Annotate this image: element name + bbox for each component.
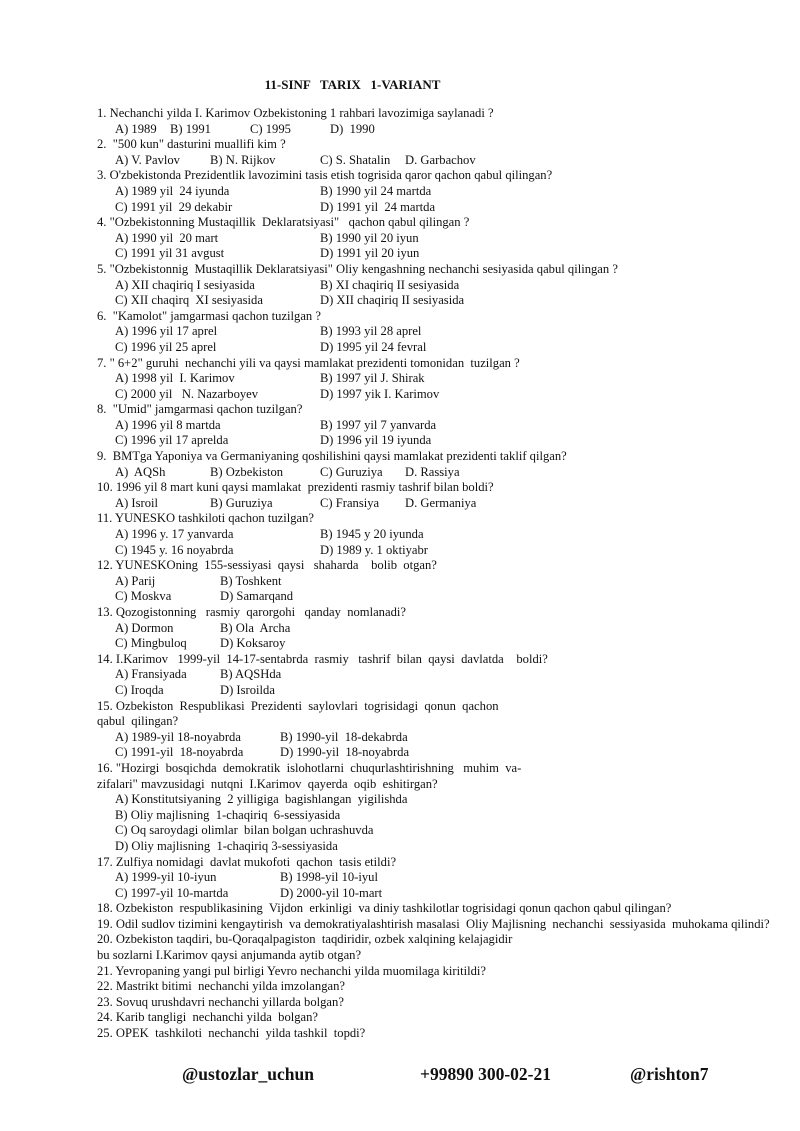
answer-option: B) 1998-yil 10-iyul: [280, 870, 378, 885]
answer-option: D) Oliy majlisning 1-chaqiriq 3-sessiyasida: [115, 838, 338, 853]
question-15: [97, 699, 777, 761]
question-10: [97, 480, 777, 511]
answer-option: D) 1990: [330, 121, 375, 136]
question-text: 11. YUNESKO tashkiloti qachon tuzilgan?: [97, 511, 314, 526]
answer-options-row: [97, 683, 777, 699]
answer-option: A) Konstitutsiyaning 2 yilligiga bagishlangan yigilishda: [115, 792, 408, 807]
answer-options-row: [97, 122, 777, 138]
answer-option: C) XII chaqirq XI sesiyasida: [115, 293, 263, 308]
question-4: [97, 215, 777, 262]
answer-options-row: [97, 465, 777, 481]
answer-options-row: [97, 153, 777, 169]
question-text: 25. OPEK tashkiloti nechanchi yilda tashkil topdi?: [97, 1026, 366, 1041]
answer-options-row: [97, 730, 777, 746]
answer-option: D) Koksaroy: [220, 636, 286, 651]
answer-option: D) Samarqand: [220, 589, 294, 604]
answer-option: C) 1991 yil 29 dekabir: [115, 199, 233, 214]
answer-option: C) 1996 yil 17 aprelda: [115, 433, 229, 448]
answer-option: B) 1990-yil 18-dekabrda: [280, 729, 408, 744]
answer-option: C) Guruziya: [320, 464, 383, 479]
answer-options-row: [97, 387, 777, 403]
answer-option: B) 1997 yil 7 yanvarda: [320, 417, 437, 432]
answer-option: A) V. Pavlov: [115, 152, 180, 167]
answer-options-row: [97, 839, 777, 855]
question-text: 2. "500 kun" dasturini muallifi kim ?: [97, 137, 286, 152]
answer-option: B) Ozbekiston: [210, 464, 284, 479]
answer-option: B) Oliy majlisning 1-chaqiriq 6-sessiyasida: [115, 807, 341, 822]
answer-option: A) Isroil: [115, 495, 159, 510]
question-text: 5. "Ozbekistonnig Mustaqillik Deklaratsiyasi" Oliy kengashning nechanchi sesiyasida qabul qilingan ?: [97, 261, 618, 276]
question-text: 19. Odil sudlov tizimini kengaytirish va demokratiyalashtirish masalasi Oliy Majlisning nechanchi sessiyasida muhokama qilindi?: [97, 916, 770, 931]
answer-options-row: [97, 184, 777, 200]
answer-options-row: [97, 636, 777, 652]
question-18: [97, 901, 777, 917]
question-text: 16. "Hozirgi bosqichda demokratik islohotlarni chuqurlashtirishning muhim va- zifalari" mavzusidagi nutqni I.Karimov qayerda oqib eshitirgan?: [97, 760, 522, 791]
answer-option: C) Fransiya: [320, 495, 380, 510]
question-13: [97, 605, 777, 652]
answer-option: B) AQSHda: [220, 667, 282, 682]
answer-option: A) 1990 yil 20 mart: [115, 230, 219, 245]
answer-options-row: [97, 293, 777, 309]
question-12: [97, 558, 777, 605]
question-11: [97, 511, 777, 558]
question-text: 1. Nechanchi yilda I. Karimov Ozbekistoning 1 rahbari lavozimiga saylanadi ?: [97, 106, 494, 120]
answer-option: B) Toshkent: [220, 573, 282, 588]
question-2: [97, 137, 777, 168]
answer-options-row: [97, 324, 777, 340]
answer-option: C) 2000 yil N. Nazarboyev: [115, 386, 259, 401]
answer-option: A) Fransiyada: [115, 667, 187, 682]
answer-option: A) Parij: [115, 573, 156, 588]
answer-option: D) 1995 yil 24 fevral: [320, 339, 427, 354]
answer-option: C) Moskva: [115, 589, 172, 604]
answer-option: A) 1989 yil 24 iyunda: [115, 183, 230, 198]
answer-options-row: [97, 340, 777, 356]
answer-option: C) Oq saroydagi olimlar bilan bolgan uchrashuvda: [115, 823, 374, 838]
answer-option: A) 1996 yil 8 martda: [115, 417, 221, 432]
answer-option: A) 1999-yil 10-iyun: [115, 870, 217, 885]
question-text: 13. Qozogistonning rasmiy qarorgohi qanday nomlanadi?: [97, 605, 406, 619]
answer-option: D) XII chaqiriq II sesiyasida: [320, 293, 465, 308]
answer-option: B) 1993 yil 28 aprel: [320, 324, 422, 339]
answer-option: A) Dormon: [115, 620, 174, 635]
answer-options-row: [97, 574, 777, 590]
answer-option: D) 1996 yil 19 iyunda: [320, 433, 432, 448]
answer-options-row: [97, 418, 777, 434]
question-9: [97, 449, 777, 480]
question-23: [97, 995, 777, 1011]
answer-options-row: [97, 278, 777, 294]
question-text: 4. "Ozbekistonning Mustaqillik Deklaratsiyasi" qachon qabul qilingan ?: [97, 215, 470, 230]
question-24: [97, 1010, 777, 1026]
answer-options-row: [97, 886, 777, 902]
answer-options-row: [97, 808, 777, 824]
question-text: 6. "Kamolot" jamgarmasi qachon tuzilgan ?: [97, 308, 321, 323]
answer-option: B) Ola Archa: [220, 620, 291, 635]
answer-options-row: [97, 371, 777, 387]
question-22: [97, 979, 777, 995]
answer-option: C) 1991-yil 18-noyabrda: [115, 745, 244, 760]
question-text: 24. Karib tangligi nechanchi yilda bolgan?: [97, 1010, 319, 1025]
question-text: 7. " 6+2" guruhi nechanchi yili va qaysi mamlakat prezidenti tomonidan tuzilgan ?: [97, 355, 520, 370]
question-text: 18. Ozbekiston respublikasining Vijdon erkinligi va diniy tashkilotlar togrisidagi qonun qachon qabul qilingan?: [97, 901, 672, 916]
answer-options-row: [97, 621, 777, 637]
question-text: 23. Sovuq urushdavri nechanchi yillarda bolgan?: [97, 994, 344, 1009]
answer-option: C) 1996 yil 25 aprel: [115, 339, 217, 354]
answer-option: D. Germaniya: [405, 495, 477, 510]
answer-option: A) AQSh: [115, 464, 166, 479]
answer-option: B) 1990 yil 20 iyun: [320, 230, 419, 245]
answer-options-row: [97, 792, 777, 808]
answer-options-row: [97, 745, 777, 761]
answer-option: D. Garbachov: [405, 152, 476, 167]
answer-option: C) 1997-yil 10-martda: [115, 885, 229, 900]
answer-option: B) 1991: [170, 121, 211, 136]
answer-options-row: [97, 667, 777, 683]
answer-option: D. Rassiya: [405, 464, 460, 479]
answer-option: B) N. Rijkov: [210, 152, 276, 167]
page-title: 11-SINF TARIX 1-VARIANT: [264, 77, 441, 92]
answer-options-row: [97, 433, 777, 449]
question-7: [97, 356, 777, 403]
answer-option: D) 1991 yil 20 iyun: [320, 246, 420, 261]
answer-option: D) Isroilda: [220, 682, 275, 697]
answer-options-row: [97, 589, 777, 605]
question-25: [97, 1026, 777, 1042]
answer-option: B) 1997 yil J. Shirak: [320, 371, 425, 386]
answer-option: A) XII chaqiriq I sesiyasida: [115, 277, 255, 292]
question-17: [97, 855, 777, 902]
question-text: 12. YUNESKOning 155-sessiyasi qaysi shaharda bolib otgan?: [97, 558, 437, 573]
answer-option: C) 1995: [250, 121, 291, 136]
question-1: [97, 106, 777, 137]
answer-option: A) 1998 yil I. Karimov: [115, 371, 235, 386]
answer-option: B) 1945 y 20 iyunda: [320, 527, 424, 542]
question-5: [97, 262, 777, 309]
question-14: [97, 652, 777, 699]
question-text: 17. Zulfiya nomidagi davlat mukofoti qachon tasis etildi?: [97, 854, 397, 869]
answer-option: D) 1989 y. 1 oktiyabr: [320, 542, 428, 557]
question-text: 21. Yevropaning yangi pul birligi Yevro nechanchi yilda muomilaga kiritildi?: [97, 963, 486, 978]
answer-options-row: [97, 823, 777, 839]
question-3: [97, 168, 777, 215]
answer-options-row: [97, 870, 777, 886]
question-text: 3. O'zbekistonda Prezidentlik lavozimini tasis etish togrisida qaror qachon qabul qilingan?: [97, 168, 553, 183]
answer-option: A) 1996 yil 17 aprel: [115, 324, 218, 339]
answer-option: A) 1996 y. 17 yanvarda: [115, 527, 234, 542]
answer-options-row: [97, 527, 777, 543]
question-text: 14. I.Karimov 1999-yil 14-17-sentabrda rasmiy tashrif bilan qaysi davlatda boldi?: [97, 651, 548, 666]
question-6: [97, 309, 777, 356]
question-text: 9. BMTga Yaponiya va Germaniyaning qoshilishini qaysi mamlakat prezidenti taklif qilgan?: [97, 449, 567, 464]
answer-option: C) Iroqda: [115, 682, 164, 697]
question-text: 10. 1996 yil 8 mart kuni qaysi mamlakat prezidenti rasmiy tashrif bilan boldi?: [97, 480, 494, 495]
answer-option: B) 1990 yil 24 martda: [320, 183, 432, 198]
question-text: 20. Ozbekiston taqdiri, bu-Qoraqalpagiston taqdiridir, ozbek xalqining kelajagidir bu sozlarni I.Karimov qaysi anjumanda aytib otgan?: [97, 932, 513, 963]
answer-option: C) 1991 yil 31 avgust: [115, 246, 225, 261]
question-19: [97, 917, 777, 933]
answer-option: C) Mingbuloq: [115, 636, 187, 651]
answer-option: D) 1990-yil 18-noyabrda: [280, 745, 410, 760]
footer-phone-number: +99890 300-02-21: [420, 1064, 552, 1084]
answer-option: C) S. Shatalin: [320, 152, 391, 167]
answer-option: A) 1989-yil 18-noyabrda: [115, 729, 241, 744]
answer-options-row: [97, 231, 777, 247]
answer-option: B) XI chaqiriq II sesiyasida: [320, 277, 460, 292]
question-text: 15. Ozbekiston Respublikasi Prezidenti saylovlari togrisidagi qonun qachon qabul qilingan?: [97, 698, 499, 729]
question-list: [97, 106, 777, 1042]
footer-telegram-handle: @ustozlar_uchun: [182, 1064, 314, 1084]
answer-options-row: [97, 246, 777, 262]
answer-option: C) 1945 y. 16 noyabrda: [115, 542, 234, 557]
answer-options-row: [97, 543, 777, 559]
question-20: [97, 932, 777, 963]
question-21: [97, 964, 777, 980]
answer-option: B) Guruziya: [210, 495, 273, 510]
answer-option: D) 2000-yil 10-mart: [280, 885, 383, 900]
question-text: 22. Mastrikt bitimi nechanchi yilda imzolangan?: [97, 979, 345, 994]
question-16: [97, 761, 777, 855]
answer-options-row: [97, 496, 777, 512]
question-text: 8. "Umid" jamgarmasi qachon tuzilgan?: [97, 402, 303, 417]
answer-option: A) 1989: [115, 121, 157, 136]
footer-instagram-handle: @rishton7: [630, 1064, 709, 1084]
answer-option: D) 1997 yik I. Karimov: [320, 386, 440, 401]
question-8: [97, 402, 777, 449]
answer-options-row: [97, 200, 777, 216]
answer-option: D) 1991 yil 24 martda: [320, 199, 436, 214]
